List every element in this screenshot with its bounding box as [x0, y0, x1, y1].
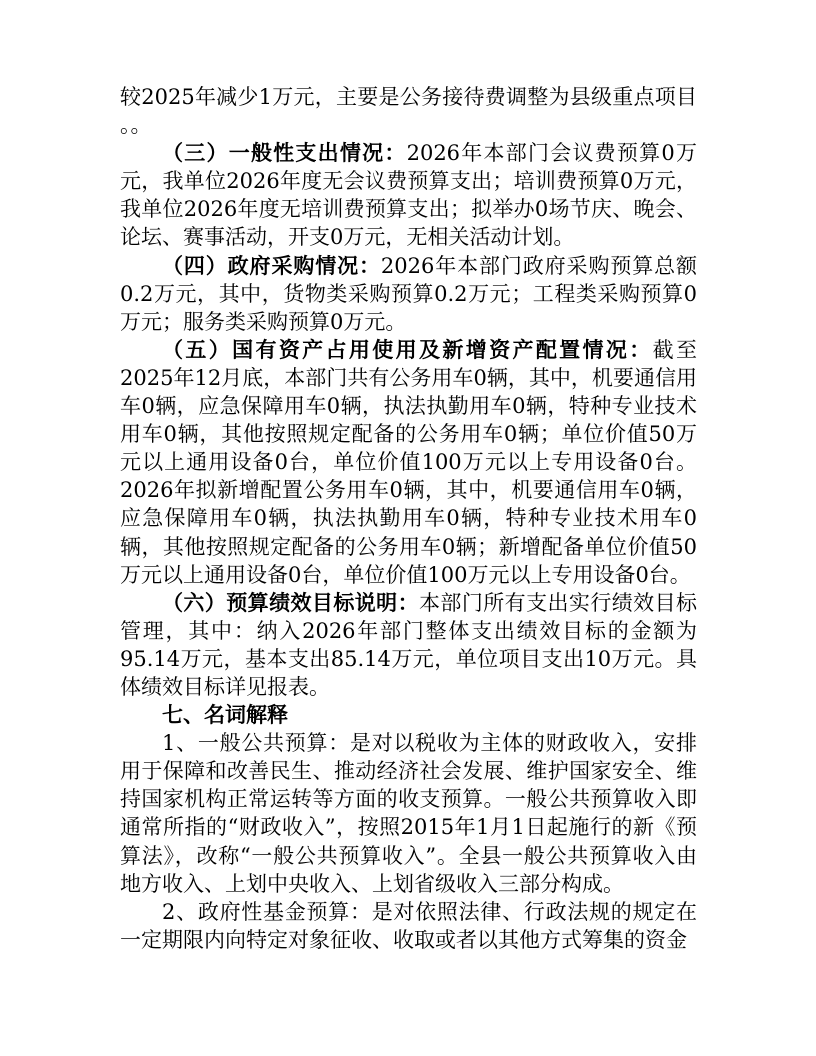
para-general-public-budget-text: 1、一般公共预算：是对以税收为主体的财政收入，安排用于保障和改善民生、推动经济社会发展、维护国家安全、维持国家机构正常运转等方面的收支预算。一般公共预算收入即通常所指的“财政收入”，按照2015年1月1日起施行的新《预算法》，改称“一般公共预算收入”。全县一般公共预算收入由地方收入、上划中央收入、上划省级收入三部分构成。 [120, 731, 697, 896]
para-general-public-budget [120, 729, 697, 898]
para-general-expenses-heading: （三）一般性支出情况： [162, 140, 407, 166]
para-performance-targets [120, 589, 697, 701]
para-performance-targets-heading: （六）预算绩效目标说明： [162, 589, 419, 615]
para-continuation [120, 83, 697, 139]
para-state-assets-heading: （五）国有资产占用使用及新增资产配置情况： [162, 336, 653, 362]
para-government-procurement-heading: （四）政府采购情况： [162, 252, 381, 278]
para-state-assets [120, 336, 697, 589]
para-continuation-text: 较2025年减少1万元，主要是公务接待费调整为县级重点项目。。 [120, 85, 697, 138]
para-government-procurement [120, 252, 697, 336]
para-general-expenses [120, 139, 697, 251]
document-body [120, 83, 697, 954]
para-govt-fund-budget-text: 2、政府性基金预算：是对依照法律、行政法规的规定在一定期限内向特定对象征收、收取或者以其他方式筹集的资金 [120, 899, 697, 952]
para-state-assets-text: 截至2025年12月底，本部门共有公务用车0辆，其中，机要通信用车0辆，应急保障用车0辆，执法执勤用车0辆，特种专业技术用车0辆，其他按照规定配备的公务用车0辆；单位价值50万元以上通用设备0台，单位价值100万元以上专用设备0台。2026年拟新增配置公务用车0辆，其中，机要通信用车0辆，应急保障用车0辆，执法执勤用车0辆，特种专业技术用车0辆，其他按照规定配备的公务用车0辆；新增配备单位价值50万元以上通用设备0台，单位价值100万元以上专用设备0台。 [120, 337, 698, 587]
heading-glossary [120, 701, 697, 729]
para-government-procurement-text: 2026年本部门政府采购预算总额0.2万元，其中，货物类采购预算0.2万元；工程类采购预算0万元；服务类采购预算0万元。 [120, 253, 697, 334]
para-general-expenses-text: 2026年本部门会议费预算0万元，我单位2026年度无会议费预算支出；培训费预算0万元，我单位2026年度无培训费预算支出；拟举办0场节庆、晚会、论坛、赛事活动，开支0万元，无相关活动计划。 [120, 141, 697, 250]
heading-glossary-label: 七、名词解释 [162, 702, 288, 728]
para-govt-fund-budget [120, 898, 697, 954]
para-performance-targets-text: 本部门所有支出实行绩效目标管理，其中：纳入2026年部门整体支出绩效目标的金额为95.14万元，基本支出85.14万元，单位项目支出10万元。具体绩效目标详见报表。 [120, 590, 697, 699]
